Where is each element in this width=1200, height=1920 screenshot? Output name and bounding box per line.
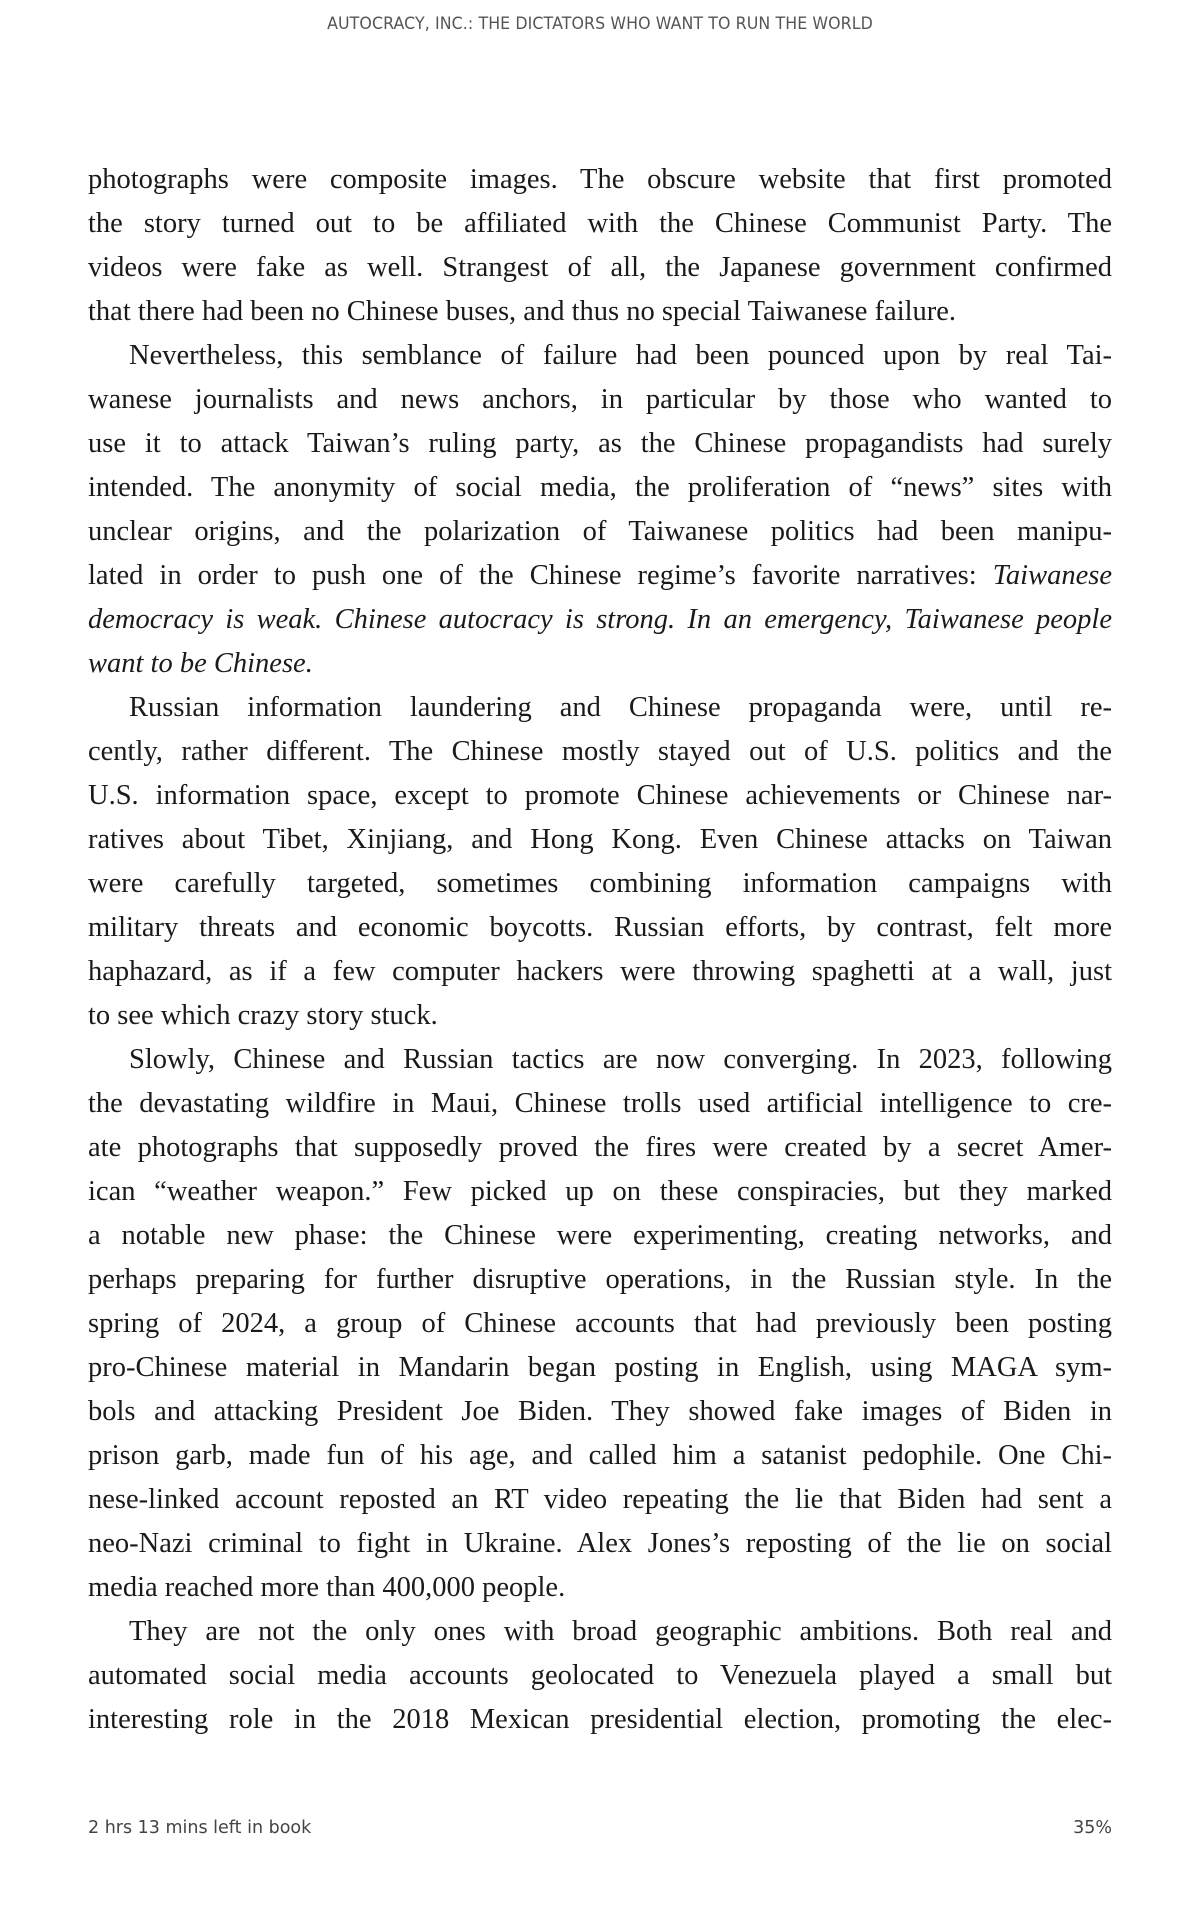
text-line: [88, 598, 1112, 642]
text-line: Slowly, Chinese and Russian tactics are now converging. In 2023, following: [129, 1044, 1112, 1075]
text-line: wanese journalists and news anchors, in particular by those who wanted to: [88, 384, 1112, 415]
text-line: use it to attack Taiwan’s ruling party, as the Chinese propagandists had surely: [88, 428, 1112, 459]
text-line: military threats and economic boycotts. Russian efforts, by contrast, felt more: [88, 912, 1112, 943]
paragraph: [88, 686, 1112, 1038]
text-line: videos were fake as well. Strangest of all, the Japanese government confirmed: [88, 252, 1112, 283]
reading-progress-percent: 35%: [1073, 1818, 1112, 1838]
paragraph: [88, 1610, 1112, 1742]
italic-text: democracy is weak. Chinese autocracy is strong. In an emergency, Taiwanese people: [88, 604, 1112, 635]
text-line: the devastating wildfire in Maui, Chinese trolls used artificial intelligence to cre-: [88, 1088, 1112, 1119]
text-line: interesting role in the 2018 Mexican presidential election, promoting the elec-: [88, 1704, 1112, 1735]
text-line: [88, 554, 1112, 598]
text-line: Russian information laundering and Chinese propaganda were, until re-: [129, 692, 1112, 723]
text-line: haphazard, as if a few computer hackers were throwing spaghetti at a wall, just: [88, 956, 1112, 987]
book-title-header: AUTOCRACY, INC.: THE DICTATORS WHO WANT TO RUN THE WORLD: [327, 14, 873, 34]
text-line: ican “weather weapon.” Few picked up on these conspiracies, but they marked: [88, 1176, 1112, 1207]
text-line: perhaps preparing for further disruptive operations, in the Russian style. In the: [88, 1264, 1112, 1295]
italic-text: want to be Chinese.: [88, 648, 313, 679]
text-line: pro-Chinese material in Mandarin began posting in English, using MAGA sym-: [88, 1352, 1112, 1383]
text-line: prison garb, made fun of his age, and called him a satanist pedophile. One Chi-: [88, 1440, 1112, 1471]
text-line: were carefully targeted, sometimes combining information campaigns with: [88, 868, 1112, 899]
text-line: the story turned out to be affiliated with the Chinese Communist Party. The: [88, 208, 1112, 239]
text-line: neo-Nazi criminal to fight in Ukraine. Alex Jones’s reposting of the lie on social: [88, 1528, 1112, 1559]
text-line: [88, 642, 1112, 686]
paragraph: [88, 1038, 1112, 1610]
text-line: ratives about Tibet, Xinjiang, and Hong Kong. Even Chinese attacks on Taiwan: [88, 824, 1112, 855]
italic-text: Taiwanese: [992, 560, 1112, 591]
text-line: media reached more than 400,000 people.: [88, 1572, 566, 1603]
text-line: nese-linked account reposted an RT video repeating the lie that Biden had sent a: [88, 1484, 1112, 1515]
text-line: U.S. information space, except to promote Chinese achievements or Chinese nar-: [88, 780, 1112, 811]
text-line: bols and attacking President Joe Biden. They showed fake images of Biden in: [88, 1396, 1112, 1427]
text-line: ate photographs that supposedly proved the fires were created by a secret Amer-: [88, 1132, 1112, 1163]
time-left-in-book: 2 hrs 13 mins left in book: [88, 1818, 312, 1838]
text-line: Nevertheless, this semblance of failure had been pounced upon by real Tai-: [129, 340, 1112, 371]
text-line: that there had been no Chinese buses, and thus no special Taiwanese failure.: [88, 296, 957, 327]
text-line: a notable new phase: the Chinese were experimenting, creating networks, and: [88, 1220, 1112, 1251]
paragraph: [88, 158, 1112, 334]
text-line: cently, rather different. The Chinese mostly stayed out of U.S. politics and the: [88, 736, 1112, 767]
text-line: to see which crazy story stuck.: [88, 1000, 438, 1031]
text-line: They are not the only ones with broad geographic ambitions. Both real and: [129, 1616, 1112, 1647]
text-line: unclear origins, and the polarization of Taiwanese politics had been manipu-: [88, 516, 1112, 547]
paragraph: [88, 334, 1112, 686]
text-line: spring of 2024, a group of Chinese accounts that had previously been posting: [88, 1308, 1112, 1339]
text-span: lated in order to push one of the Chinese regime’s favorite narratives:: [88, 560, 993, 591]
page-text: [88, 158, 1112, 1742]
text-line: intended. The anonymity of social media, the proliferation of “news” sites with: [88, 472, 1112, 503]
text-line: photographs were composite images. The obscure website that first promoted: [88, 164, 1112, 195]
text-line: automated social media accounts geolocated to Venezuela played a small but: [88, 1660, 1112, 1691]
